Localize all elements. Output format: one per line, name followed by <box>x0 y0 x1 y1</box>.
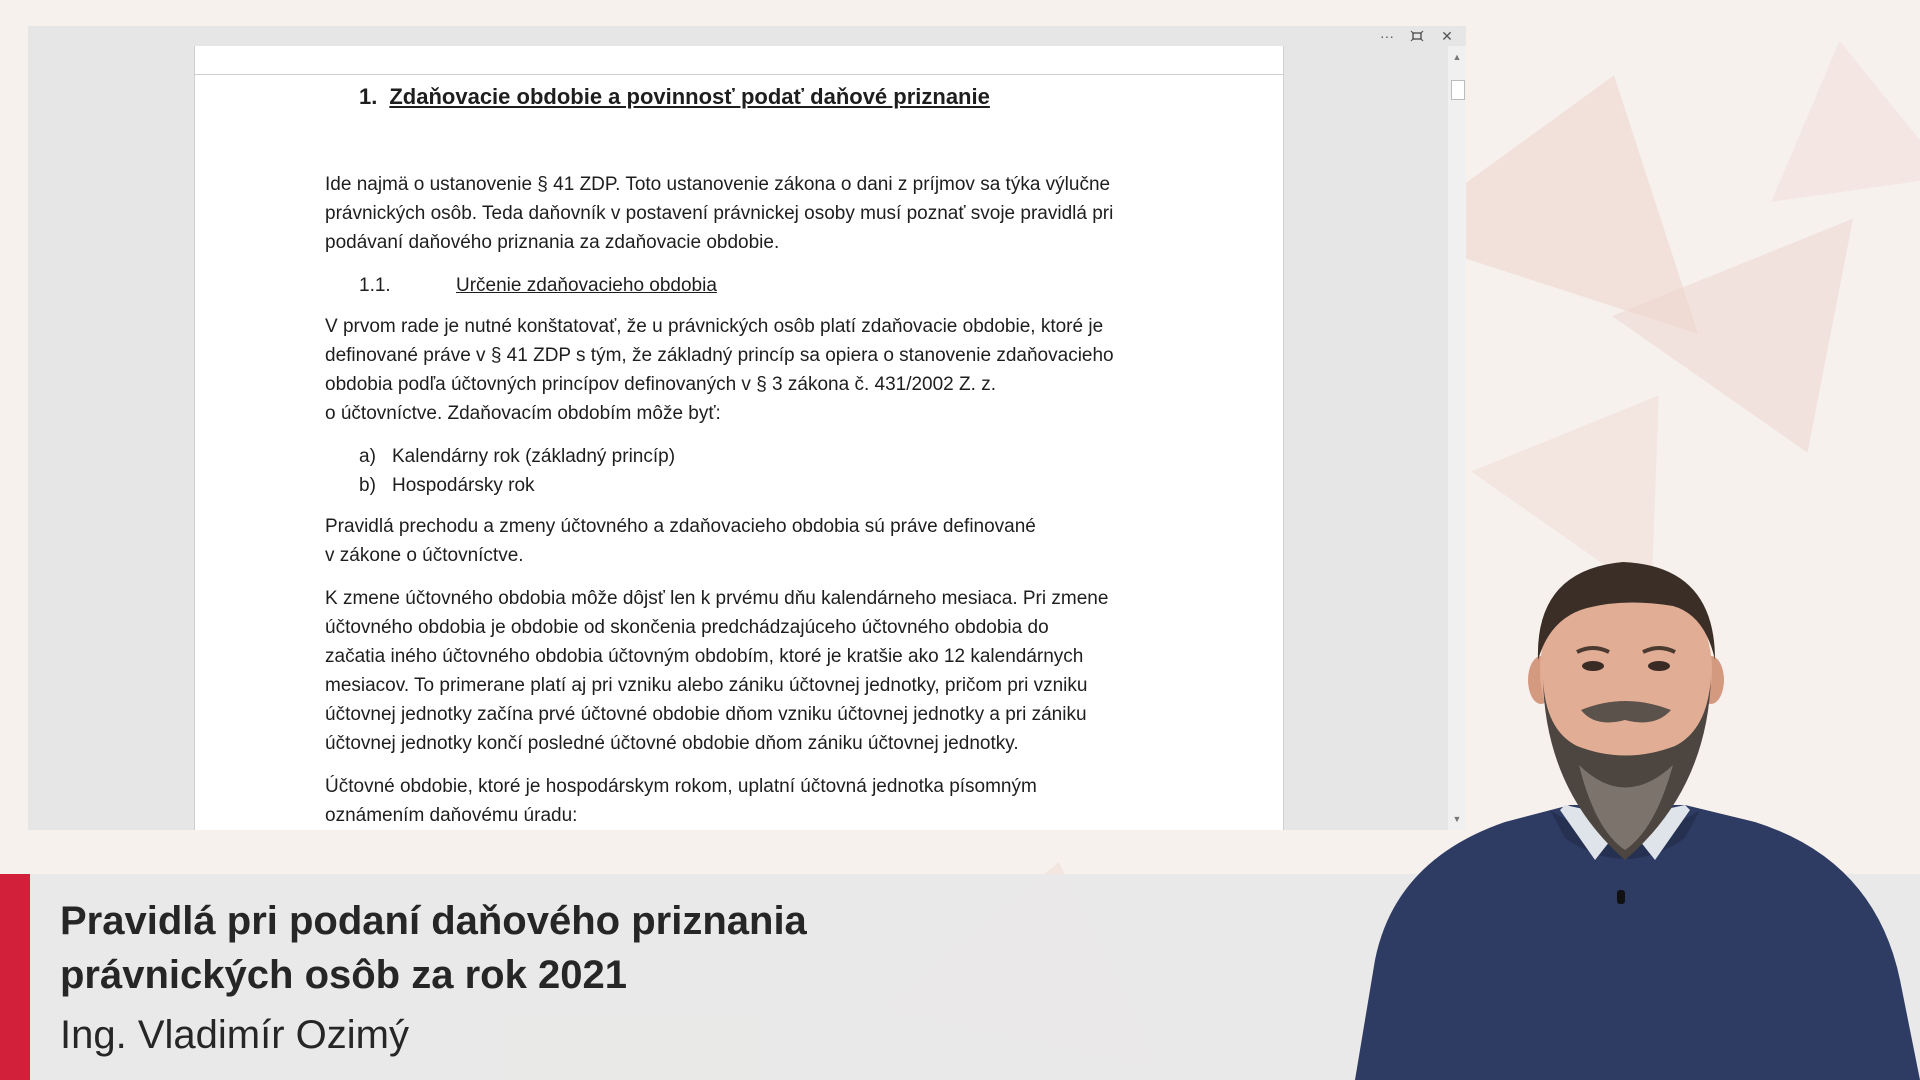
section-title: Zdaňovacie obdobie a povinnosť podať daňové priznanie <box>389 84 990 109</box>
video-title: Pravidlá pri podaní daňového priznania právnických osôb za rok 2021 <box>60 899 807 997</box>
section-heading <box>325 82 1175 112</box>
period-list <box>325 442 1175 500</box>
scroll-up-icon[interactable]: ▲ <box>1452 52 1462 62</box>
scroll-thumb[interactable] <box>1451 80 1465 100</box>
intro-paragraph: Ide najmä o ustanovenie § 41 ZDP. Toto ustanovenie zákona o dani z príjmov sa týka výlučne právnických osôb. Teda daňovník v postavení právnickej osoby musí poznať svoje pravidlá pri podávaní daňového priznania za zdaňovacie obdobie. <box>325 174 1114 253</box>
list-item: a) Kalendárny rok (základný princíp) <box>359 446 676 467</box>
document-viewer-window <box>28 26 1466 830</box>
scroll-down-icon[interactable]: ▼ <box>1452 814 1462 824</box>
presenter-name: Ing. Vladimír Ozimý <box>60 1013 409 1057</box>
more-options-icon[interactable]: ··· <box>1380 28 1394 44</box>
background-triangle <box>1750 28 1920 202</box>
subsection-heading <box>325 271 1175 300</box>
presenter-video <box>1355 560 1920 1080</box>
paragraph: Účtovné obdobie, ktoré je hospodárskym rokom, uplatní účtovná jednotka písomným oznámením daňovému úradu: <box>325 776 1037 826</box>
paragraph: Pravidlá prechodu a zmeny účtovného a zdaňovacieho obdobia sú práve definované v zákone o účtovníctve. <box>325 516 1036 566</box>
paragraph: K zmene účtovného obdobia môže dôjsť len k prvému dňu kalendárneho mesiaca. Pri zmene účtovného obdobia je obdobie od skončenia predchádzajúceho účtovného obdobia do začatia iného účtovného obdobia účtovným obdobím, ktoré je kratšie ako 12 kalendárnych mesiacov. To primerane platí aj pri vzniku alebo zániku účtovnej jednotky, pričom pri vzniku účtovnej jednotky začína prvé účtovné obdobie dňom vzniku účtovnej jednotky a pri zániku účtovnej jednotky končí posledné účtovné obdobie dňom zániku účtovnej jednotky. <box>325 588 1109 754</box>
paragraph: V prvom rade je nutné konštatovať, že u právnických osôb platí zdaňovacie obdobie, ktoré je definované práve v § 41 ZDP s tým, že základný princíp sa opiera o stanovenie zdaňovacieho obdobia podľa účtovných princípov definovaných v § 3 zákona č. 431/2002 Z. z. o účtovníctve. Zdaňovacím obdobím môže byť: <box>325 316 1114 424</box>
list-item: b) Hospodársky rok <box>359 475 535 496</box>
section-number: 1. <box>359 84 378 109</box>
window-controls <box>1376 26 1466 46</box>
fit-window-icon[interactable] <box>1406 26 1428 46</box>
document-page <box>194 46 1284 830</box>
close-icon[interactable]: ✕ <box>1441 27 1453 44</box>
subsection-number: 1.1. <box>359 275 391 296</box>
accent-bar <box>0 874 30 1080</box>
page-divider <box>195 74 1283 75</box>
document-content <box>325 82 1175 830</box>
subsection-title: Určenie zdaňovacieho obdobia <box>456 275 717 296</box>
